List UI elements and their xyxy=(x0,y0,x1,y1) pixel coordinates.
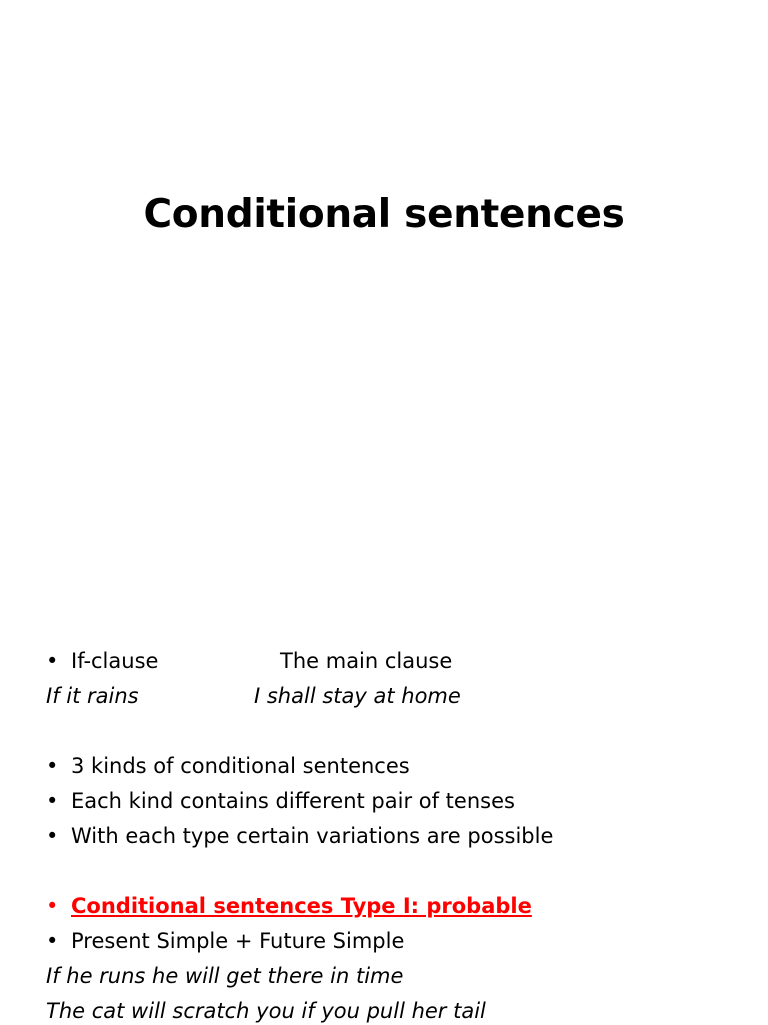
bullet-text: 3 kinds of conditional sentences xyxy=(71,754,410,778)
type1-formula xyxy=(46,927,404,955)
slide-title: Conditional sentences xyxy=(143,192,625,237)
bullet-item-variations xyxy=(46,822,553,850)
bullet-marker: • xyxy=(46,789,59,813)
example-sentence: If he runs he will get there in time xyxy=(46,964,404,988)
bullet-marker: • xyxy=(46,929,59,953)
example-if-clause: If it rains xyxy=(46,684,139,708)
clause-header-row xyxy=(46,647,158,675)
bullet-item-pairs xyxy=(46,787,515,815)
bullet-text: Each kind contains different pair of tenses xyxy=(71,789,515,813)
bullet-marker: • xyxy=(46,824,59,848)
example-main-clause: I shall stay at home xyxy=(254,684,461,708)
type1-heading xyxy=(46,892,532,920)
bullet-marker: • xyxy=(46,649,59,673)
bullet-item-kinds xyxy=(46,752,410,780)
if-clause-label: If-clause xyxy=(71,649,159,673)
bullet-marker: • xyxy=(46,894,59,918)
bullet-text: With each type certain variations are possible xyxy=(71,824,554,848)
example-sentence: The cat will scratch you if you pull her tail xyxy=(46,999,486,1023)
type1-formula-text: Present Simple + Future Simple xyxy=(71,929,405,953)
type1-heading-text: Conditional sentences Type I: probable xyxy=(71,894,532,918)
main-clause-label: The main clause xyxy=(280,649,453,673)
bullet-marker: • xyxy=(46,754,59,778)
